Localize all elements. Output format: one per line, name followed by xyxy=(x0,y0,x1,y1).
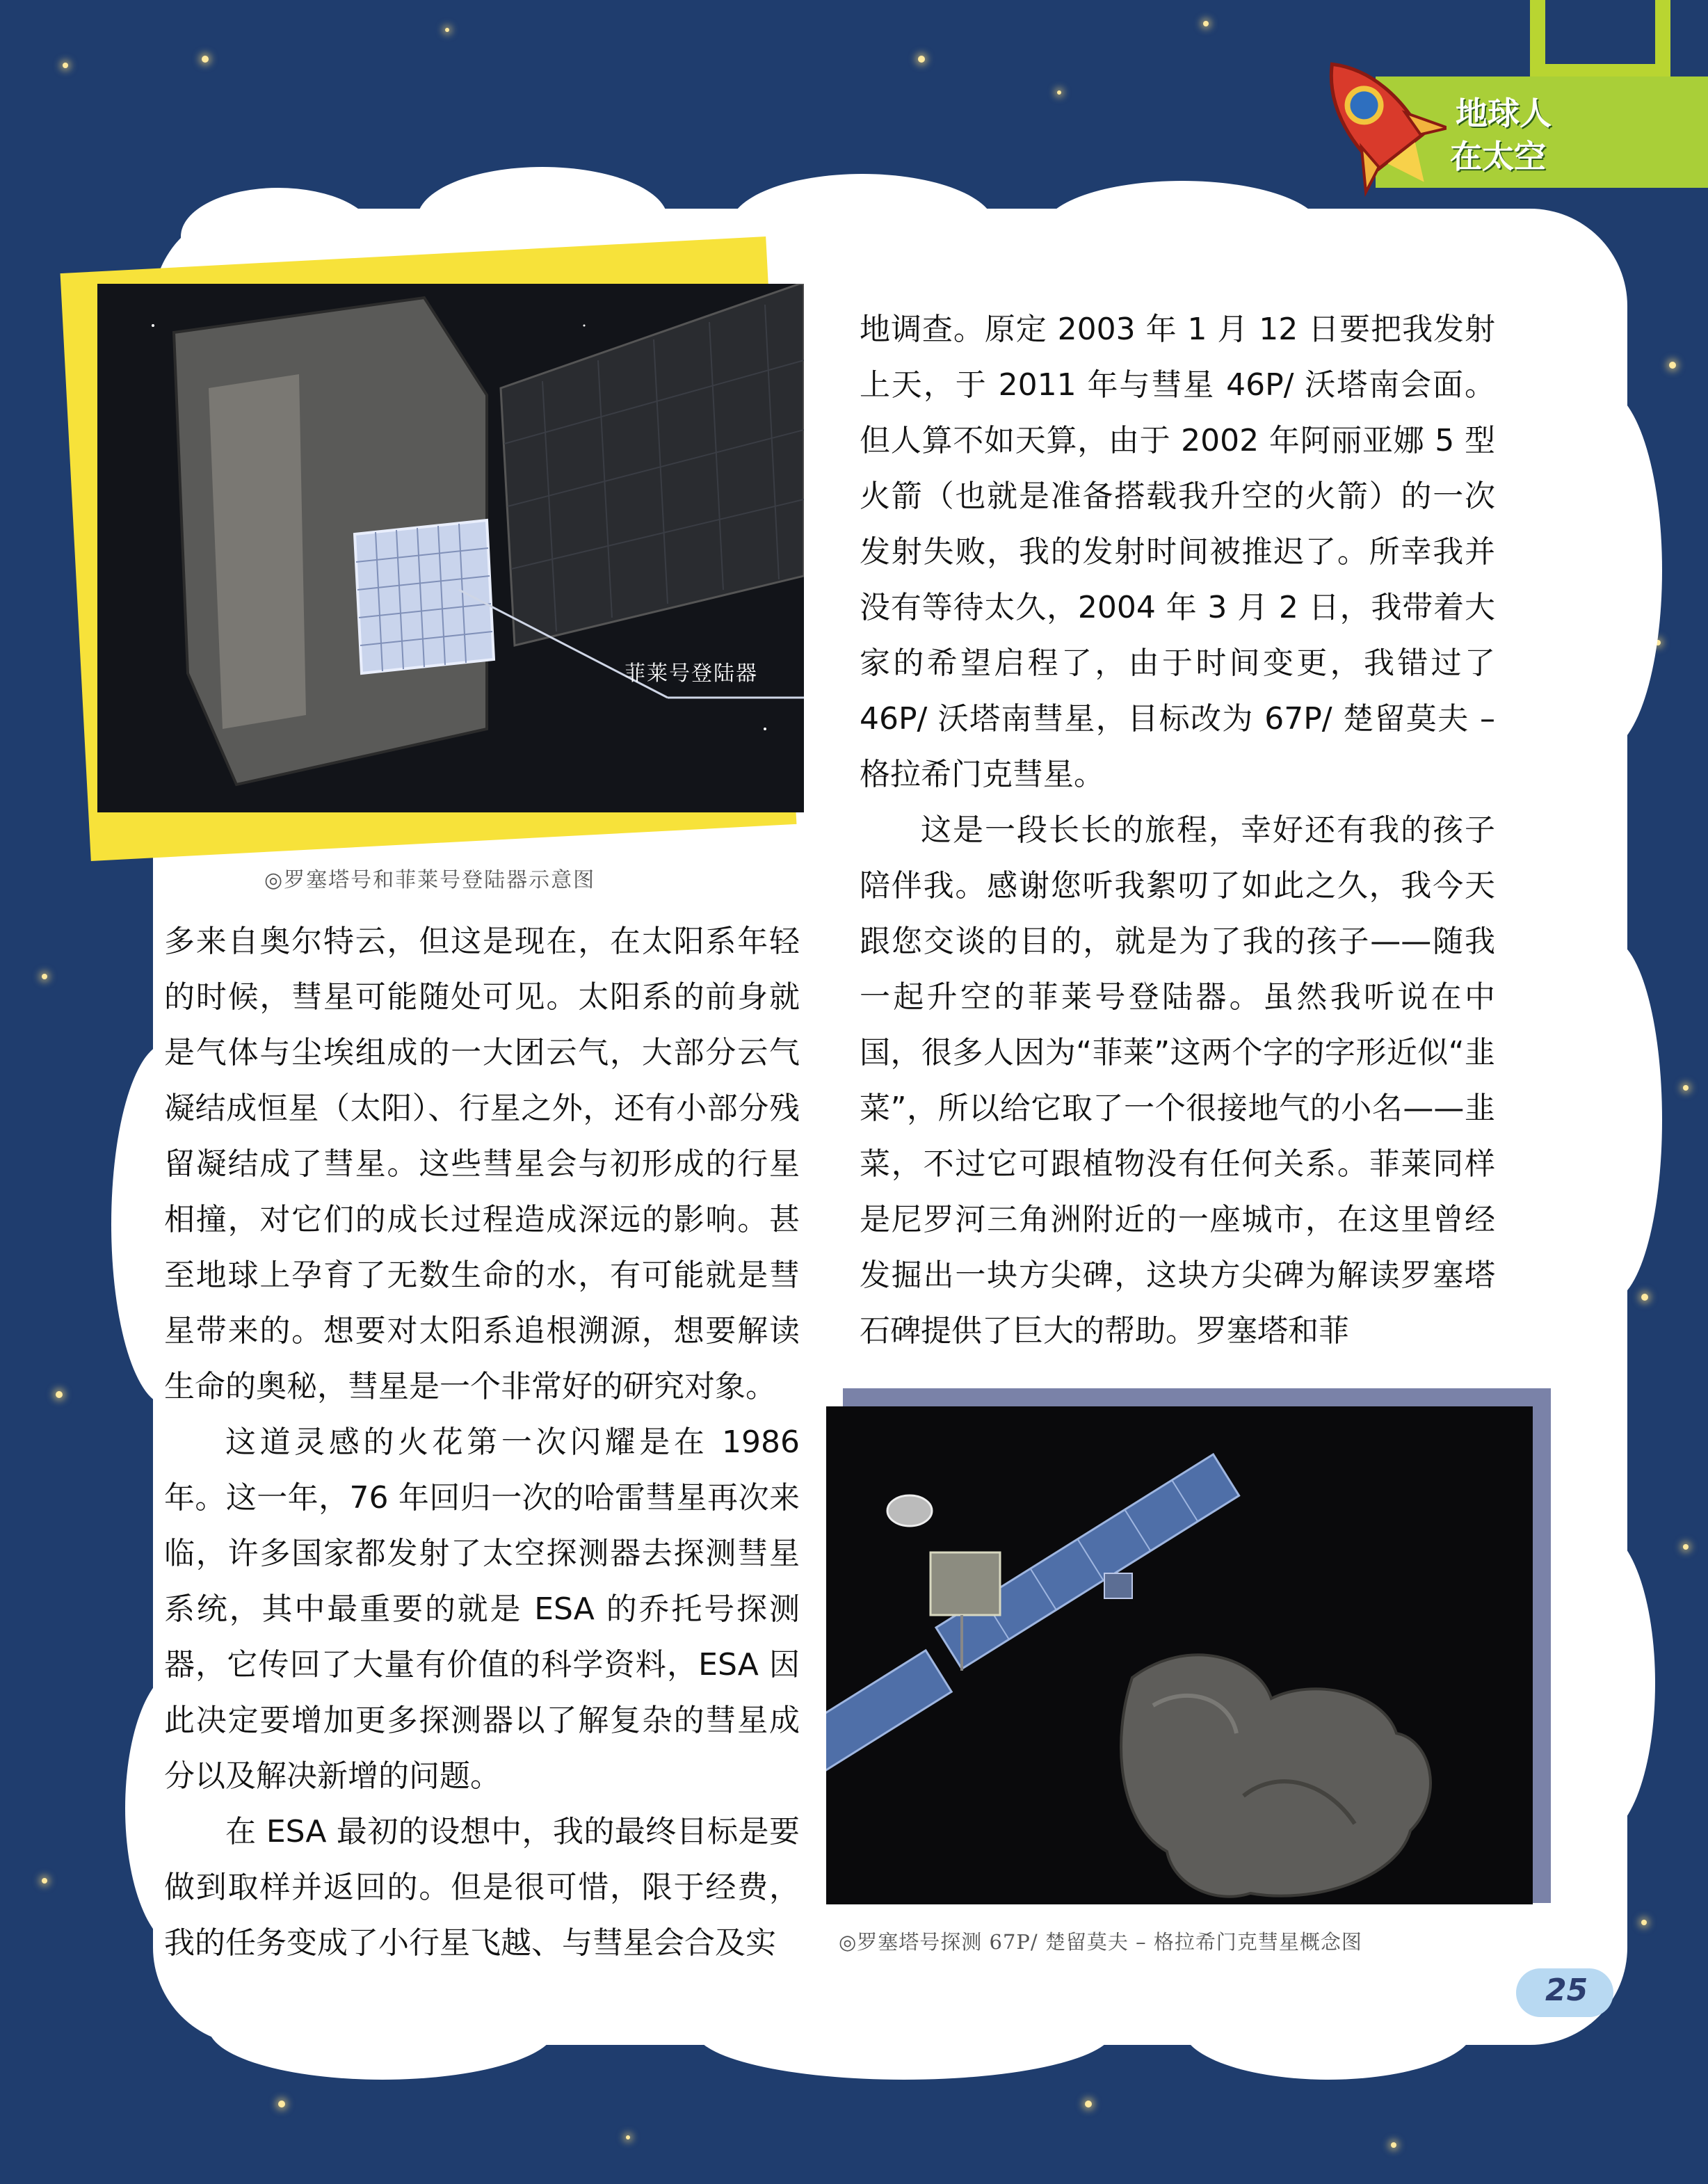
left-paragraph-2: 这道灵感的火花第一次闪耀是在 1986 年。这一年，76 年回归一次的哈雷彗星再次来临，许多国家都发射了太空探测器去探测彗星系统，其中最重要的就是 ESA 的乔托号探测器，它传回了大量有价值的科学资料，ESA 因此决定要增加更多探测器以了解复杂的彗星成分以及解决新增的问题。 xyxy=(164,1424,800,1794)
figure1-caption: ◎罗塞塔号和菲莱号登陆器示意图 xyxy=(264,868,596,892)
right-paragraph-2: 这是一段长长的旅程，幸好还有我的孩子陪伴我。感谢您听我絮叨了如此之久，我今天跟您交谈的目的，就是为了我的孩子——随我一起升空的菲莱号登陆器。虽然我听说在中国，很多人因为“菲莱”这两个字的字形近似“韭菜”，所以给它取了一个很接地气的小名——韭菜，不过它可跟植物没有任何关系。菲莱同样是尼罗河三角洲附近的一座城市，在这里曾经发掘出一块方尖碑，这块方尖碑为解读罗塞塔石碑提供了巨大的帮助。罗塞塔和菲 xyxy=(860,812,1495,1349)
page-number-badge xyxy=(1516,1968,1613,2017)
section-tag-line2: 在太空 xyxy=(1450,138,1546,175)
figure2-caption: ◎罗塞塔号探测 67P/ 楚留莫夫 – 格拉希门克彗星概念图 xyxy=(839,1930,1362,1954)
page-number: 25 xyxy=(1545,1973,1588,2008)
rocket-icon xyxy=(1307,42,1447,202)
figure1-callout: 菲莱号登陆器 xyxy=(625,661,758,686)
left-text-column xyxy=(164,914,800,1971)
left-paragraph-3: 在 ESA 最初的设想中，我的最终目标是要做到取样并返回的。但是很可惜，限于经费，我的任务变成了小行星飞越、与彗星会合及实 xyxy=(164,1814,800,1961)
header-bracket xyxy=(1530,64,1670,78)
left-paragraph-1: 多来自奥尔特云，但这是现在，在太阳系年轻的时候，彗星可能随处可见。太阳系的前身就是气体与尘埃组成的一大团云气，大部分云气凝结成恒星（太阳）、行星之外，还有小部分残留凝结成了彗星。这些彗星会与初形成的行星相撞，对它们的成长过程造成深远的影响。甚至地球上孕育了无数生命的水，有可能就是彗星带来的。想要对太阳系追根溯源，想要解读生命的奥秘，彗星是一个非常好的研究对象。 xyxy=(164,924,800,1404)
right-text-column xyxy=(860,302,1495,1359)
comet-rendezvous-illustration xyxy=(826,1406,1533,1904)
figure1-photo xyxy=(97,284,804,812)
right-paragraph-1: 地调查。原定 2003 年 1 月 12 日要把我发射上天，于 2011 年与彗星 46P/ 沃塔南会面。但人算不如天算，由于 2002 年阿丽亚娜 5 型火箭（也就是准备搭载我升空的火箭）的一次发射失败，我的发射时间被推迟了。所幸我并没有等待太久，2004 年 3 月 2 日，我带着大家的希望启程了，由于时间变更，我错过了 46P/ 沃塔南彗星，目标改为 67P/ 楚留莫夫 – 格拉希门克彗星。 xyxy=(860,312,1495,792)
rosetta-spacecraft-illustration xyxy=(97,284,804,812)
section-tag-line1: 地球人 xyxy=(1456,95,1552,132)
figure2-photo xyxy=(826,1406,1533,1904)
